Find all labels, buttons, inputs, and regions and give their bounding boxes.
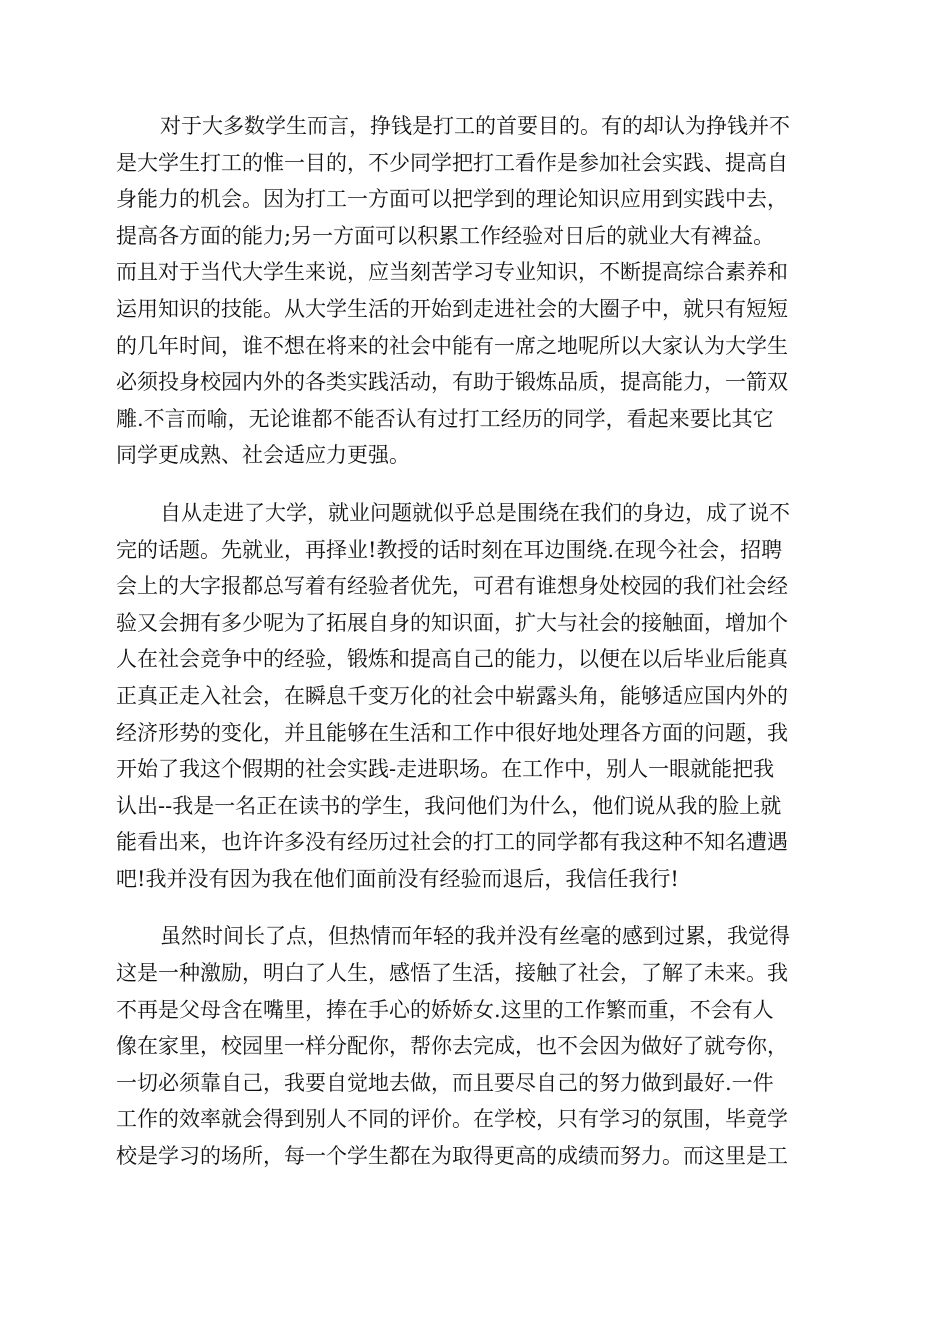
text-line: 完的话题。先就业，再择业!教授的话时刻在耳边围绕.在现今社会，招聘	[116, 537, 783, 562]
paragraph-2	[116, 495, 834, 898]
text-line: 不再是父母含在嘴里，捧在手心的娇娇女.这里的工作繁而重，不会有人	[116, 997, 774, 1022]
text-line: 开始了我这个假期的社会实践-走进职场。在工作中，别人一眼就能把我	[116, 757, 775, 782]
text-line: 像在家里，校园里一样分配你，帮你去完成，也不会因为做好了就夸你，	[116, 1034, 788, 1059]
text-line: 工作的效率就会得到别人不同的评价。在学校，只有学习的氛围，毕竟学	[116, 1107, 788, 1132]
text-line: 人在社会竞争中的经验，锻炼和提高自己的能力，以便在以后毕业后能真	[116, 647, 788, 672]
text-line: 的几年时间，谁不想在将来的社会中能有一席之地呢所以大家认为大学生	[116, 333, 788, 358]
text-line: 吧!我并没有因为我在他们面前没有经验而退后，我信任我行!	[116, 866, 679, 891]
text-line: 雕.不言而喻，无论谁都不能否认有过打工经历的同学，看起来要比其它	[116, 406, 774, 431]
paragraph-1	[116, 108, 834, 474]
text-line: 自从走进了大学，就业问题就似乎总是围绕在我们的身边，成了说不	[160, 500, 790, 525]
text-line: 认出--我是一名正在读书的学生，我问他们为什么，他们说从我的脸上就	[116, 793, 782, 818]
document-body	[116, 108, 834, 1196]
text-line: 一切必须靠自己，我要自觉地去做，而且要尽自己的努力做到最好.一件	[116, 1070, 774, 1095]
paragraph-3	[116, 918, 834, 1174]
text-line: 校是学习的场所，每一个学生都在为取得更高的成绩而努力。而这里是工	[116, 1144, 788, 1169]
text-line: 验又会拥有多少呢为了拓展自身的知识面，扩大与社会的接触面，增加个	[116, 610, 788, 635]
text-line: 运用知识的技能。从大学生活的开始到走进社会的大圈子中，就只有短短	[116, 296, 788, 321]
text-line: 会上的大字报都总写着有经验者优先，可君有谁想身处校园的我们社会经	[116, 574, 788, 599]
text-line: 经济形势的变化，并且能够在生活和工作中很好地处理各方面的问题，我	[116, 720, 788, 745]
text-line: 是大学生打工的惟一目的，不少同学把打工看作是参加社会实践、提高自	[116, 150, 788, 175]
text-line: 这是一种激励，明白了人生，感悟了生活，接触了社会，了解了未来。我	[116, 961, 788, 986]
text-line: 必须投身校园内外的各类实践活动，有助于锻炼品质，提高能力，一箭双	[116, 370, 788, 395]
text-line: 同学更成熟、社会适应力更强。	[116, 443, 410, 468]
text-line: 而且对于当代大学生来说，应当刻苦学习专业知识，不断提高综合素养和	[116, 260, 788, 285]
text-line: 虽然时间长了点，但热情而年轻的我并没有丝毫的感到过累，我觉得	[160, 924, 790, 949]
text-line: 正真正走入社会，在瞬息千变万化的社会中崭露头角，能够适应国内外的	[116, 683, 788, 708]
text-line: 对于大多数学生而言，挣钱是打工的首要目的。有的却认为挣钱并不	[160, 114, 790, 138]
text-line: 能看出来，也许许多没有经历过社会的打工的同学都有我这种不知名遭遇	[116, 830, 788, 855]
text-line: 身能力的机会。因为打工一方面可以把学到的理论知识应用到实践中去，	[116, 187, 788, 212]
text-line: 提高各方面的能力;另一方面可以积累工作经验对日后的就业大有裨益。	[116, 223, 775, 248]
